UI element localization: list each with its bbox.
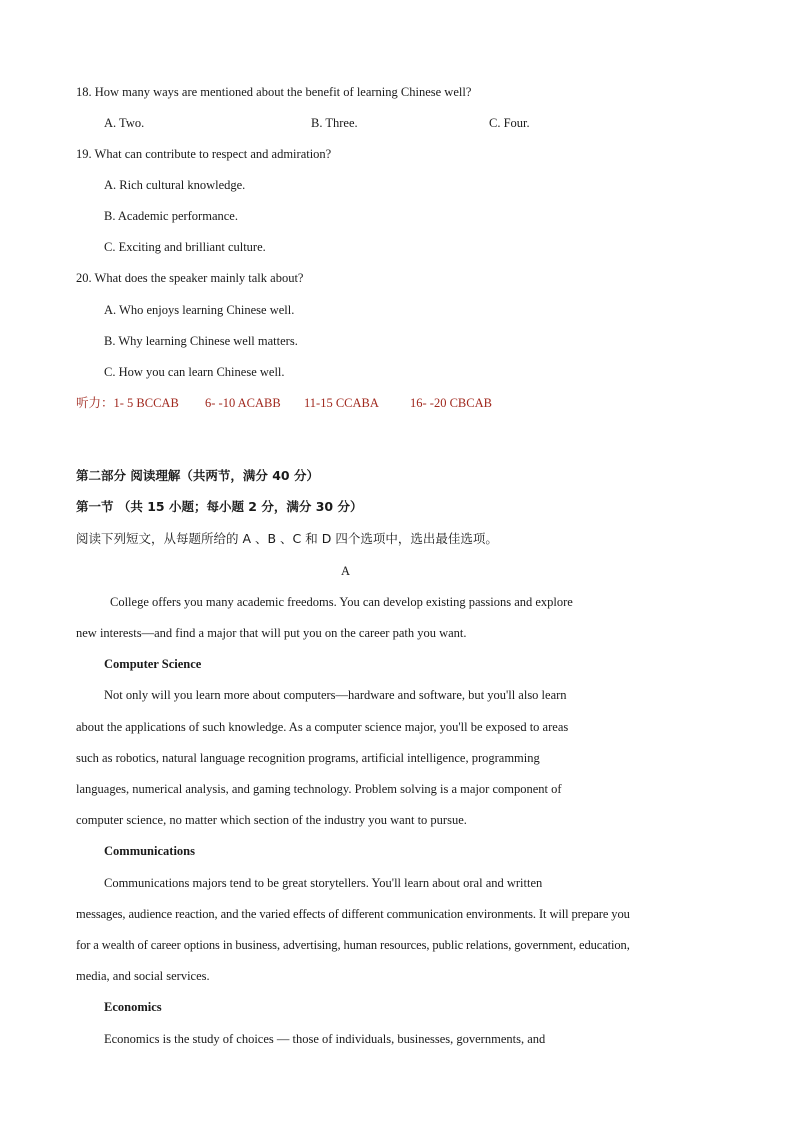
- q18-option-a: A. Two.: [104, 116, 145, 130]
- comm-line-4: media, and social services.: [76, 969, 210, 983]
- econ-line-1: Economics is the study of choices — those of individuals, businesses, governments, and: [104, 1032, 546, 1046]
- cs-line-4: languages, numerical analysis, and gaming technology. Problem solving is a major component of: [76, 782, 562, 796]
- comm-line-2: messages, audience reaction, and the varied effects of different communication environments. It will prepare you: [76, 907, 630, 921]
- cs-line-2: about the applications of such knowledge. As a computer science major, you'll be exposed to areas: [76, 720, 569, 734]
- q18-option-b: B. Three.: [311, 116, 358, 130]
- answer-key-1-5: 听力：1- 5 BCCAB: [76, 396, 179, 410]
- q20-option-b: B. Why learning Chinese well matters.: [104, 334, 298, 348]
- q19-question: 19. What can contribute to respect and admiration?: [76, 147, 332, 161]
- cs-line-3: such as robotics, natural language recognition programs, artificial intelligence, programming: [76, 751, 540, 765]
- cs-line-1: Not only will you learn more about computers—hardware and software, but you'll also learn: [104, 688, 567, 702]
- answer-key-16-20: 16- -20 CBCAB: [410, 396, 492, 410]
- comm-heading: Communications: [104, 844, 195, 858]
- answer-key-6-10: 6- -10 ACABB: [205, 396, 281, 410]
- q20-option-c: C. How you can learn Chinese well.: [104, 365, 285, 379]
- q19-option-a: A. Rich cultural knowledge.: [104, 178, 246, 192]
- intro-line-1: College offers you many academic freedoms. You can develop existing passions and explore: [110, 595, 573, 609]
- passage-letter: A: [341, 564, 351, 578]
- q19-option-b: B. Academic performance.: [104, 209, 238, 223]
- comm-line-1: Communications majors tend to be great storytellers. You'll learn about oral and written: [104, 876, 543, 890]
- q19-option-c: C. Exciting and brilliant culture.: [104, 240, 266, 254]
- instructions: 阅读下列短文，从每题所给的 A 、B 、C 和 D 四个选项中，选出最佳选项。: [76, 531, 498, 546]
- econ-heading: Economics: [104, 1000, 162, 1014]
- cs-heading: Computer Science: [104, 657, 202, 671]
- q20-question: 20. What does the speaker mainly talk about?: [76, 271, 304, 285]
- intro-line-2: new interests—and find a major that will put you on the career path you want.: [76, 626, 467, 640]
- q18-option-c: C. Four.: [489, 116, 530, 130]
- part2-heading: 第二部分 阅读理解（共两节，满分 40 分）: [76, 468, 319, 483]
- q18-question: 18. How many ways are mentioned about the benefit of learning Chinese well?: [76, 85, 472, 99]
- cs-line-5: computer science, no matter which section of the industry you want to pursue.: [76, 813, 467, 827]
- comm-line-3: for a wealth of career options in business, advertising, human resources, public relations, government, education,: [76, 938, 630, 952]
- q20-option-a: A. Who enjoys learning Chinese well.: [104, 303, 295, 317]
- section1-heading: 第一节 （共 15 小题；每小题 2 分，满分 30 分）: [76, 499, 363, 514]
- answer-key-11-15: 11-15 CCABA: [304, 396, 379, 410]
